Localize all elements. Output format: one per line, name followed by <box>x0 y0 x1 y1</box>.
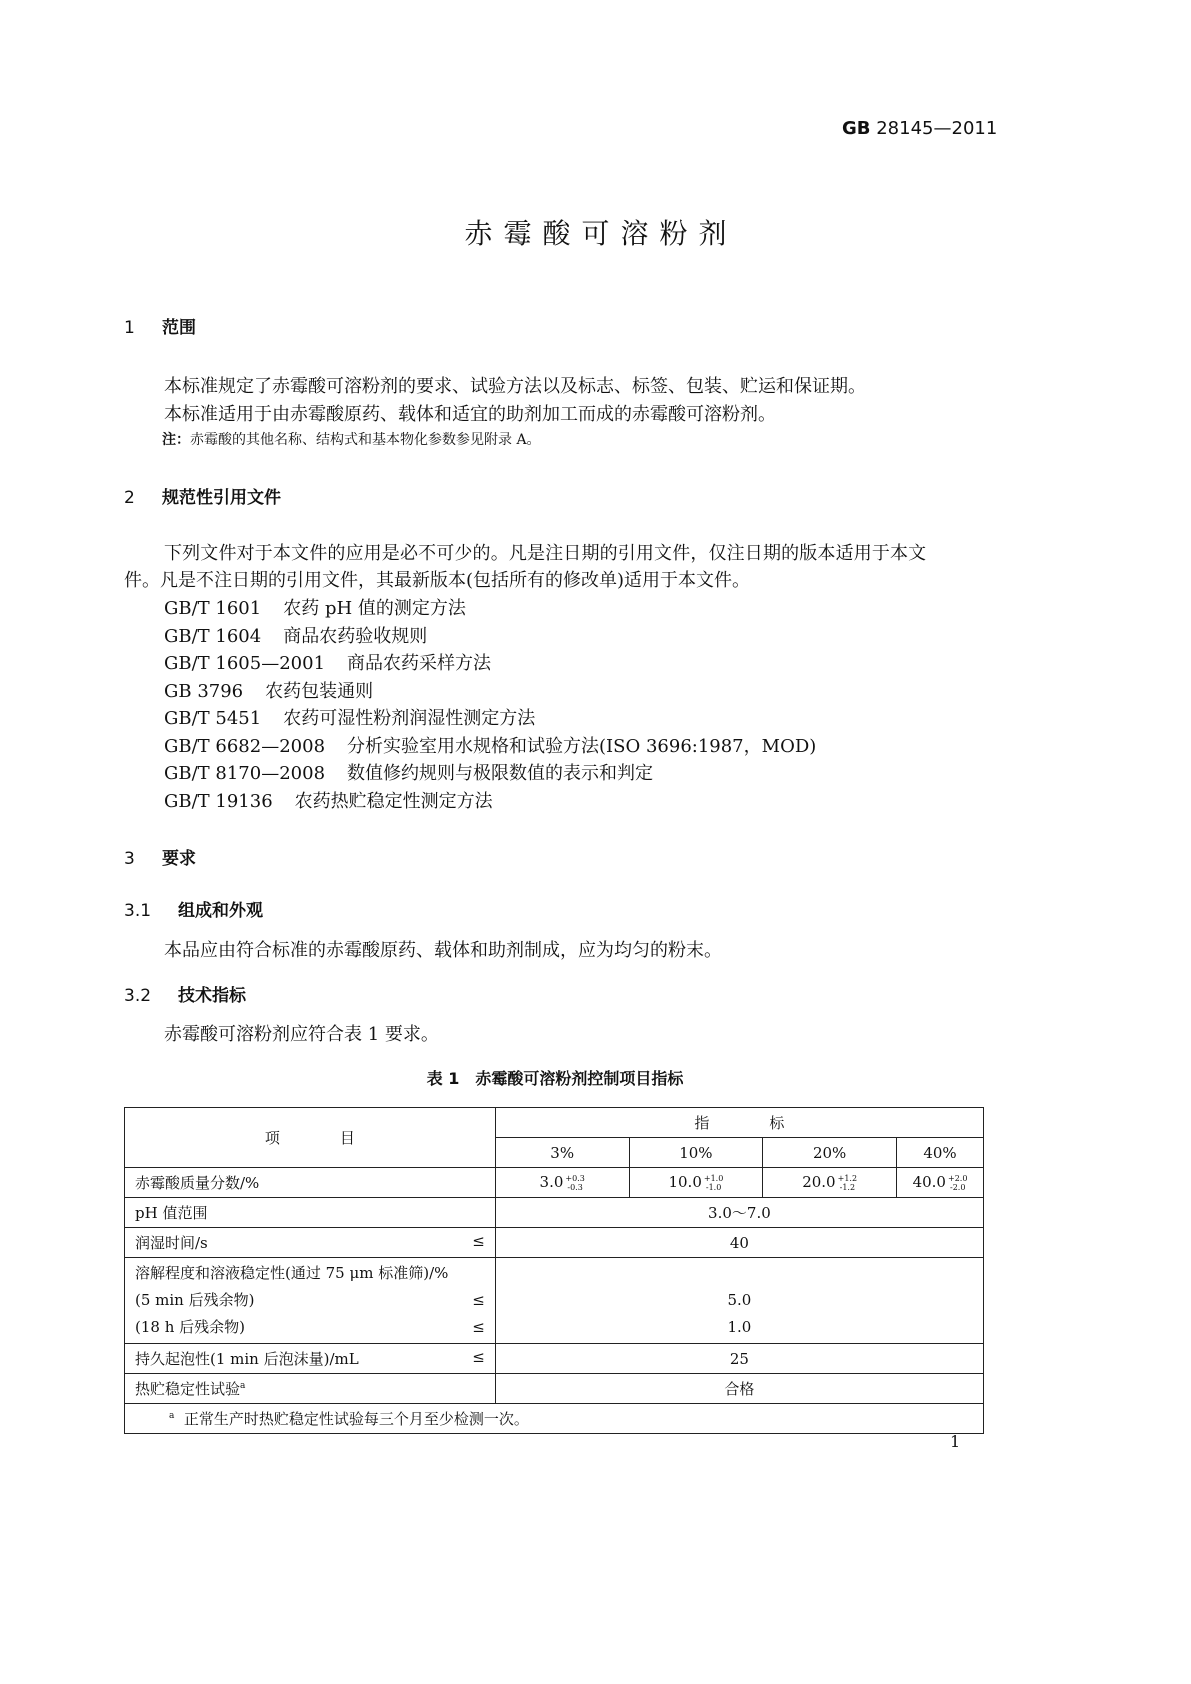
ai-content-value <box>495 1168 629 1198</box>
ph-label: pH 值范围 <box>125 1198 496 1228</box>
reference-item <box>164 787 493 813</box>
grade-header: 40% <box>897 1138 984 1168</box>
reference-title: 商品农药采样方法 <box>347 653 492 674</box>
section-1-para-1: 本标准规定了赤霉酸可溶粉剂的要求、试验方法以及标志、标签、包装、贮运和保证期。 <box>164 376 866 397</box>
section-3-2-title: 技术指标 <box>178 986 246 1006</box>
reference-code: GB/T 19136 <box>164 791 273 812</box>
solubility-sub-1-value: 5.0 <box>727 1291 752 1309</box>
reference-title: 分析实验室用水规格和试验方法(ISO 3696:1987，MOD) <box>347 736 817 757</box>
footnote-marker: a <box>240 1381 246 1391</box>
section-2-intro-line-2: 件。凡是不注日期的引用文件，其最新版本(包括所有的修改单)适用于本文件。 <box>124 570 751 591</box>
tolerance-minus: -1.0 <box>705 1183 722 1192</box>
wetting-value: 40 <box>495 1228 983 1258</box>
section-1-number: 1 <box>124 318 135 338</box>
section-2-number: 2 <box>124 488 135 508</box>
section-3-heading <box>124 844 196 869</box>
spec-table <box>124 1107 984 1434</box>
reference-code: GB/T 8170—2008 <box>164 763 326 784</box>
table-caption-number: 表 1 <box>426 1069 460 1088</box>
leq-symbol: ≤ <box>472 1232 485 1250</box>
solubility-sub-1-label: (5 min 后残余物) <box>135 1291 255 1309</box>
table-row <box>125 1198 984 1228</box>
ph-value: 3.0～7.0 <box>495 1198 983 1228</box>
section-3-2-para: 赤霉酸可溶粉剂应符合表 1 要求。 <box>164 1024 439 1045</box>
table-row <box>125 1168 984 1198</box>
reference-code: GB/T 1605—2001 <box>164 653 326 674</box>
table-footnote <box>125 1404 984 1434</box>
reference-title: 农药热贮稳定性测定方法 <box>294 791 493 812</box>
table-header-row <box>125 1108 984 1138</box>
reference-title: 农药包装通则 <box>265 681 374 702</box>
table-row <box>125 1344 984 1374</box>
standard-number <box>842 118 997 139</box>
section-3-2-number: 3.2 <box>124 986 152 1006</box>
section-3-1-para: 本品应由符合标准的赤霉酸原药、载体和助剂制成，应为均匀的粉末。 <box>164 940 722 961</box>
foam-value: 25 <box>495 1344 983 1374</box>
ai-content-value <box>629 1168 763 1198</box>
ai-content-value <box>897 1168 984 1198</box>
ai-base-value: 10.0 <box>668 1173 702 1191</box>
table-caption <box>0 1066 1110 1089</box>
reference-item <box>164 649 491 675</box>
table-row <box>125 1374 984 1404</box>
leq-symbol: ≤ <box>472 1291 485 1309</box>
storage-value: 合格 <box>495 1374 983 1404</box>
ai-tolerance <box>704 1174 723 1192</box>
reference-title: 农药可湿性粉剂润湿性测定方法 <box>283 708 536 729</box>
footnote-marker: a <box>169 1411 175 1421</box>
section-1-note <box>162 429 541 449</box>
foam-label: 持久起泡性(1 min 后泡沫量)/mL <box>135 1350 359 1368</box>
page-number: 1 <box>950 1432 961 1451</box>
reference-item <box>164 732 816 758</box>
note-label: 注： <box>162 432 190 448</box>
storage-label: 热贮稳定性试验 <box>135 1380 241 1398</box>
section-3-title: 要求 <box>162 849 196 869</box>
index-header: 指 标 <box>495 1108 983 1138</box>
ai-base-value: 40.0 <box>912 1173 946 1191</box>
wetting-label: 润湿时间/s <box>135 1234 208 1252</box>
solubility-sub-2 <box>135 1314 485 1341</box>
tolerance-plus: +0.3 <box>565 1174 585 1183</box>
footnote-text: 正常生产时热贮稳定性试验每三个月至少检测一次。 <box>183 1410 529 1428</box>
tolerance-plus: +1.0 <box>703 1174 724 1183</box>
tolerance-plus: +2.0 <box>947 1174 968 1183</box>
section-2-heading <box>124 483 281 508</box>
reference-item <box>164 622 427 648</box>
wetting-label-cell <box>125 1228 496 1258</box>
leq-symbol: ≤ <box>472 1348 485 1366</box>
tolerance-minus: -2.0 <box>949 1183 966 1192</box>
section-3-1-number: 3.1 <box>124 901 152 921</box>
reference-item <box>164 759 653 785</box>
section-1-para-2: 本标准适用于由赤霉酸原药、载体和适宜的助剂加工而成的赤霉酸可溶粉剂。 <box>164 404 776 425</box>
tolerance-plus: +1.2 <box>837 1174 858 1183</box>
section-3-1-heading <box>124 896 263 921</box>
section-1-heading <box>124 313 196 338</box>
ai-content-value <box>763 1168 897 1198</box>
leq-symbol: ≤ <box>472 1318 485 1336</box>
section-3-number: 3 <box>124 849 135 869</box>
section-3-1-title: 组成和外观 <box>178 901 263 921</box>
solubility-sub-2-value: 1.0 <box>727 1318 752 1336</box>
solubility-sub-1 <box>135 1287 485 1314</box>
reference-item <box>164 677 373 703</box>
reference-title: 数值修约规则与极限数值的表示和判定 <box>347 763 654 784</box>
standard-code: 28145—2011 <box>876 118 998 139</box>
section-2-title: 规范性引用文件 <box>162 488 281 508</box>
ai-tolerance <box>565 1174 584 1192</box>
note-text: 赤霉酸的其他名称、结构式和基本物化参数参见附录 A。 <box>190 432 541 448</box>
reference-title: 商品农药验收规则 <box>283 626 428 647</box>
grade-header: 10% <box>629 1138 763 1168</box>
tolerance-minus: -0.3 <box>567 1183 583 1192</box>
reference-code: GB/T 1604 <box>164 626 262 647</box>
section-1-title: 范围 <box>162 318 196 338</box>
section-3-2-heading <box>124 981 246 1006</box>
storage-label-cell <box>125 1374 496 1404</box>
grade-header: 20% <box>763 1138 897 1168</box>
reference-code: GB 3796 <box>164 681 244 702</box>
reference-item <box>164 704 535 730</box>
document-title: 赤霉酸可溶粉剂 <box>464 217 738 250</box>
table-caption-title: 赤霉酸可溶粉剂控制项目指标 <box>475 1069 684 1088</box>
table-row <box>125 1228 984 1258</box>
reference-code: GB/T 5451 <box>164 708 262 729</box>
ai-base-value: 3.0 <box>539 1173 564 1191</box>
ai-content-label: 赤霉酸质量分数/% <box>125 1168 496 1198</box>
solubility-label-cell <box>125 1258 496 1344</box>
table-footnote-row <box>125 1404 984 1434</box>
solubility-sub-2-label: (18 h 后残余物) <box>135 1318 245 1336</box>
grade-header: 3% <box>495 1138 629 1168</box>
solubility-label: 溶解程度和溶液稳定性(通过 75 μm 标准筛)/% <box>135 1264 449 1282</box>
reference-title: 农药 pH 值的测定方法 <box>283 598 466 619</box>
ai-tolerance <box>838 1174 857 1192</box>
standard-prefix: GB <box>842 118 871 139</box>
ai-base-value: 20.0 <box>802 1173 836 1191</box>
reference-item <box>164 594 466 620</box>
tolerance-minus: -1.2 <box>839 1183 856 1192</box>
solubility-value-cell <box>495 1258 983 1344</box>
reference-code: GB/T 6682—2008 <box>164 736 326 757</box>
section-2-intro-line-1: 下列文件对于本文件的应用是必不可少的。凡是注日期的引用文件，仅注日期的版本适用于本文 <box>164 543 927 564</box>
reference-code: GB/T 1601 <box>164 598 262 619</box>
table-row <box>125 1258 984 1344</box>
item-header: 项 目 <box>125 1108 496 1168</box>
ai-tolerance <box>948 1174 967 1192</box>
foam-label-cell <box>125 1344 496 1374</box>
